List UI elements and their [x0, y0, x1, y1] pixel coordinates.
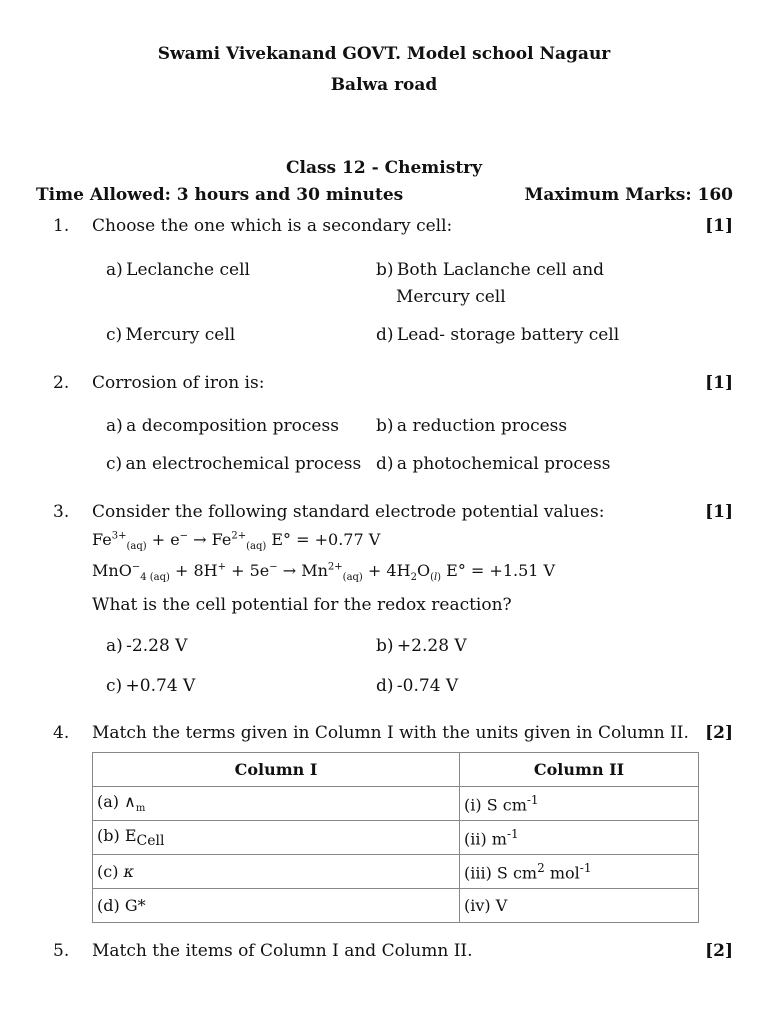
time-allowed: Time Allowed: 3 hours and 30 minutes	[36, 185, 404, 205]
table-cell: (d) G*	[93, 889, 460, 923]
option-b[interactable]: b) a reduction process	[376, 416, 568, 436]
question-number: 3.	[53, 502, 70, 522]
table-row	[93, 855, 699, 889]
question-text: Choose the one which is a secondary cell:	[92, 216, 453, 236]
maximum-marks: Maximum Marks: 160	[524, 185, 733, 205]
table-row	[93, 889, 699, 923]
option-d[interactable]: d) -0.74 V	[376, 676, 459, 696]
table-row	[93, 787, 699, 821]
question-text: Match the terms given in Column I with the units given in Column II.	[92, 723, 689, 743]
table-cell: (iv) V	[460, 889, 699, 923]
option-b-continuation[interactable]: Mercury cell	[396, 287, 506, 307]
equation-1: $Fe^{3+}_{(aq)} + e^- \to Fe^{2+}_{(aq)}$ E° = +0.77 V	[92, 530, 381, 553]
table-cell: (b) $E_{Cell}$	[93, 821, 460, 855]
question-subtext: What is the cell potential for the redox reaction?	[92, 595, 512, 615]
school-name: Swami Vivekanand GOVT. Model school Nagaur	[157, 44, 611, 64]
question-marks: [1]	[705, 502, 733, 522]
column-header: Column II	[460, 753, 699, 787]
option-d[interactable]: d) Lead- storage battery cell	[376, 325, 620, 345]
question-text: Corrosion of iron is:	[92, 373, 265, 393]
table-row	[93, 821, 699, 855]
column-header: Column I	[93, 753, 460, 787]
option-b[interactable]: b) +2.28 V	[376, 636, 467, 656]
question-number: 5.	[53, 941, 70, 961]
question-number: 4.	[53, 723, 70, 743]
option-a[interactable]: a) -2.28 V	[106, 636, 188, 656]
table-cell: (i) S $cm^{-1}$	[460, 787, 699, 821]
question-number: 2.	[53, 373, 70, 393]
equation-2: $MnO^-_{4 (aq)} + 8H^+ + 5e^- \to Mn^{2+}_{(aq)} + 4H_2O_{(l)}$ E° = +1.51 V	[92, 561, 556, 584]
option-c[interactable]: c) an electrochemical process	[106, 454, 362, 474]
question-marks: [1]	[705, 373, 733, 393]
question-marks: [2]	[705, 941, 733, 961]
table-cell: (c) κ	[93, 855, 460, 889]
option-b[interactable]: b) Both Laclanche cell and	[376, 260, 605, 280]
question-text: Match the items of Column I and Column II.	[92, 941, 473, 961]
class-subject: Class 12 - Chemistry	[285, 158, 483, 178]
question-text: Consider the following standard electrode potential values:	[92, 502, 605, 522]
match-table	[92, 752, 699, 923]
option-a[interactable]: a) Leclanche cell	[106, 260, 250, 280]
question-number: 1.	[53, 216, 70, 236]
option-c[interactable]: c) Mercury cell	[106, 325, 236, 345]
option-a[interactable]: a) a decomposition process	[106, 416, 339, 436]
table-cell: (iii) S $cm^2$ mol$^{-1}$	[460, 855, 699, 889]
table-cell: (a) $\wedge_m$	[93, 787, 460, 821]
question-marks: [1]	[705, 216, 733, 236]
school-address: Balwa road	[330, 75, 438, 95]
question-marks: [2]	[705, 723, 733, 743]
option-c[interactable]: c) +0.74 V	[106, 676, 196, 696]
table-header-row	[93, 753, 699, 787]
table-cell: (ii) $m^{-1}$	[460, 821, 699, 855]
option-d[interactable]: d) a photochemical process	[376, 454, 611, 474]
